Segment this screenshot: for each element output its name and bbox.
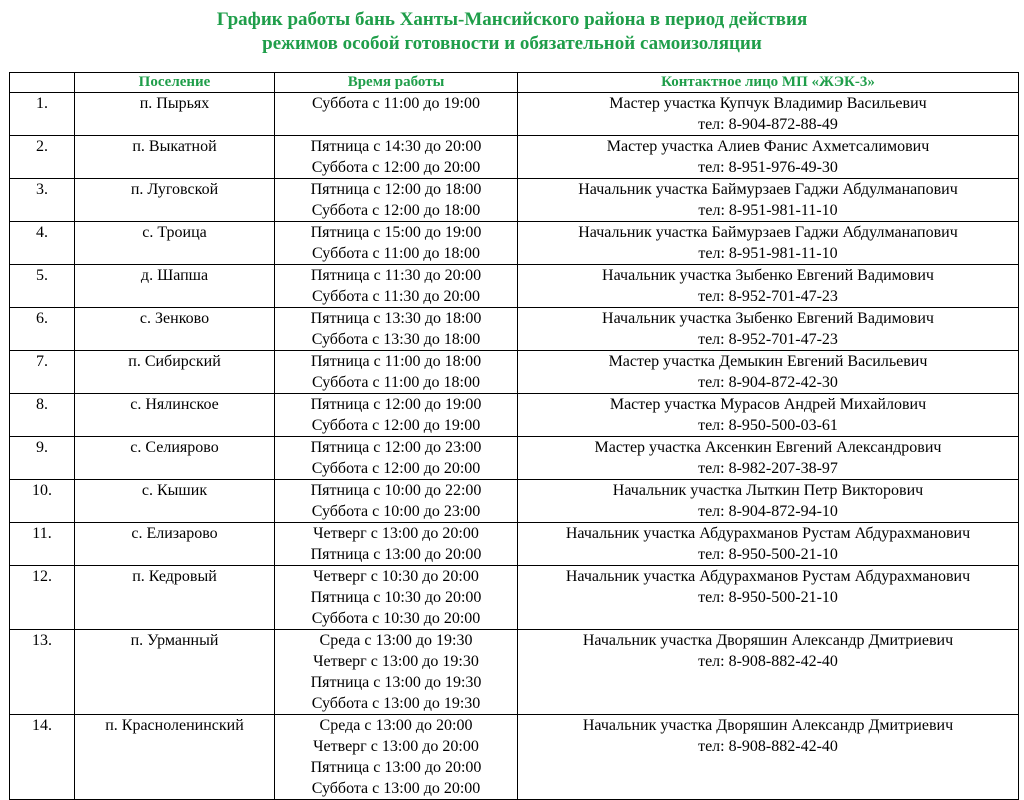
table-row <box>10 265 1019 308</box>
contact-phone: тел: 8-951-976-49-30 <box>698 159 838 176</box>
hours-line: Суббота с 13:00 до 19:30 <box>311 695 481 712</box>
contact-phone: тел: 8-904-872-88-49 <box>698 116 838 133</box>
hours-line: Четверг с 13:00 до 20:00 <box>313 525 479 542</box>
contact-person: Мастер участка Мурасов Андрей Михайлович <box>609 396 927 413</box>
cell-hours <box>275 480 518 523</box>
cell-settlement <box>75 179 275 222</box>
cell-number <box>10 566 75 630</box>
row-number: 3. <box>36 181 48 198</box>
title-line-2: режимов особой готовности и обязательной самоизоляции <box>262 33 762 54</box>
contact-person: Начальник участка Баймурзаев Гаджи Абдулманапович <box>578 181 958 198</box>
table-row <box>10 136 1019 179</box>
contact-person: Начальник участка Баймурзаев Гаджи Абдулманапович <box>578 224 958 241</box>
row-number: 12. <box>32 568 52 585</box>
document-title <box>0 8 1024 56</box>
hours-line: Суббота с 11:00 до 18:00 <box>312 245 480 262</box>
hours-line: Суббота с 12:00 до 20:00 <box>311 159 481 176</box>
hours-line: Пятница с 14:30 до 20:00 <box>310 138 482 155</box>
hours-line: Четверг с 10:30 до 20:00 <box>313 568 479 585</box>
row-number: 10. <box>32 482 52 499</box>
settlement-name: п. Луговской <box>130 181 219 198</box>
header-number <box>10 73 75 93</box>
hours-line: Суббота с 11:00 до 19:00 <box>312 95 480 112</box>
hours-line: Пятница с 12:00 до 18:00 <box>310 181 482 198</box>
table-row <box>10 93 1019 136</box>
cell-number <box>10 437 75 480</box>
cell-number <box>10 308 75 351</box>
table-row <box>10 394 1019 437</box>
hours-line: Пятница с 13:30 до 18:00 <box>310 310 482 327</box>
cell-number <box>10 523 75 566</box>
hours-line: Суббота с 12:00 до 19:00 <box>311 417 481 434</box>
hours-line: Суббота с 10:30 до 20:00 <box>311 610 481 627</box>
hours-line: Пятница с 13:00 до 19:30 <box>310 674 482 691</box>
contact-phone: тел: 8-952-701-47-23 <box>698 288 838 305</box>
cell-hours <box>275 566 518 630</box>
settlement-name: п. Сибирский <box>128 353 221 370</box>
cell-contact <box>518 179 1019 222</box>
contact-phone: тел: 8-950-500-03-61 <box>698 417 838 434</box>
hours-line: Пятница с 11:30 до 20:00 <box>310 267 482 284</box>
settlement-name: п. Пырьях <box>139 95 210 112</box>
cell-contact <box>518 308 1019 351</box>
cell-number <box>10 179 75 222</box>
contact-phone: тел: 8-908-882-42-40 <box>698 653 838 670</box>
cell-number <box>10 351 75 394</box>
hours-line: Суббота с 13:00 до 20:00 <box>311 780 481 797</box>
title-line-1: График работы бань Ханты-Мансийского района в период действия <box>216 9 808 30</box>
contact-phone: тел: 8-908-882-42-40 <box>698 738 838 755</box>
cell-number <box>10 480 75 523</box>
table-row <box>10 179 1019 222</box>
cell-settlement <box>75 351 275 394</box>
hours-line: Суббота с 12:00 до 20:00 <box>311 460 481 477</box>
table-row <box>10 351 1019 394</box>
cell-hours <box>275 437 518 480</box>
cell-hours <box>275 179 518 222</box>
row-number: 4. <box>36 224 48 241</box>
contact-person: Мастер участка Демыкин Евгений Васильевич <box>608 353 928 370</box>
settlement-name: п. Урманный <box>130 632 219 649</box>
cell-number <box>10 394 75 437</box>
schedule-table <box>9 72 1019 800</box>
hours-line: Среда с 13:00 до 20:00 <box>319 717 473 734</box>
contact-person: Начальник участка Дворяшин Александр Дмитриевич <box>582 632 954 649</box>
header-row <box>10 73 1019 93</box>
hours-line: Пятница с 10:30 до 20:00 <box>310 589 482 606</box>
row-number: 9. <box>36 439 48 456</box>
table-row <box>10 566 1019 630</box>
cell-hours <box>275 222 518 265</box>
settlement-name: с. Елизарово <box>131 525 218 542</box>
contact-phone: тел: 8-982-207-38-97 <box>698 460 838 477</box>
table-row <box>10 437 1019 480</box>
cell-hours <box>275 93 518 136</box>
cell-contact <box>518 437 1019 480</box>
cell-number <box>10 265 75 308</box>
cell-hours <box>275 308 518 351</box>
cell-contact <box>518 523 1019 566</box>
settlement-name: с. Зенково <box>139 310 210 327</box>
table-row <box>10 523 1019 566</box>
hours-line: Суббота с 13:30 до 18:00 <box>311 331 481 348</box>
row-number: 14. <box>32 717 52 734</box>
hours-line: Пятница с 11:00 до 18:00 <box>310 353 482 370</box>
table-row <box>10 480 1019 523</box>
cell-settlement <box>75 437 275 480</box>
cell-contact <box>518 715 1019 800</box>
hours-line: Пятница с 13:00 до 20:00 <box>310 546 482 563</box>
contact-phone: тел: 8-950-500-21-10 <box>698 546 838 563</box>
header-settlement: Поселение <box>75 73 275 93</box>
row-number: 8. <box>36 396 48 413</box>
cell-contact <box>518 93 1019 136</box>
cell-settlement <box>75 308 275 351</box>
cell-hours <box>275 351 518 394</box>
hours-line: Суббота с 11:00 до 18:00 <box>312 374 480 391</box>
settlement-name: с. Кышик <box>141 482 208 499</box>
cell-number <box>10 136 75 179</box>
cell-contact <box>518 136 1019 179</box>
row-number: 11. <box>32 525 52 542</box>
cell-settlement <box>75 566 275 630</box>
contact-person: Начальник участка Зыбенко Евгений Вадимович <box>602 267 934 284</box>
row-number: 5. <box>36 267 48 284</box>
settlement-name: с. Селиярово <box>130 439 219 456</box>
cell-contact <box>518 265 1019 308</box>
contact-person: Мастер участка Купчук Владимир Васильевич <box>609 95 927 112</box>
cell-settlement <box>75 715 275 800</box>
settlement-name: п. Красноленинский <box>105 717 244 734</box>
cell-hours <box>275 394 518 437</box>
cell-contact <box>518 351 1019 394</box>
header-hours: Время работы <box>275 73 518 93</box>
cell-number <box>10 630 75 715</box>
cell-hours <box>275 265 518 308</box>
cell-contact <box>518 630 1019 715</box>
contact-person: Начальник участка Абдурахманов Рустам Абдурахманович <box>565 568 971 585</box>
settlement-name: с. Нялинское <box>130 396 219 413</box>
contact-phone: тел: 8-904-872-42-30 <box>698 374 838 391</box>
contact-person: Начальник участка Зыбенко Евгений Вадимович <box>602 310 934 327</box>
cell-number <box>10 715 75 800</box>
cell-settlement <box>75 523 275 566</box>
cell-settlement <box>75 265 275 308</box>
settlement-name: с. Троица <box>142 224 207 241</box>
settlement-name: д. Шапша <box>140 267 209 284</box>
cell-settlement <box>75 222 275 265</box>
contact-phone: тел: 8-904-872-94-10 <box>698 503 838 520</box>
row-number: 7. <box>36 353 48 370</box>
hours-line: Четверг с 13:00 до 20:00 <box>313 738 479 755</box>
cell-hours <box>275 523 518 566</box>
cell-contact <box>518 566 1019 630</box>
hours-line: Пятница с 13:00 до 20:00 <box>310 759 482 776</box>
table-row <box>10 222 1019 265</box>
cell-hours <box>275 715 518 800</box>
cell-contact <box>518 394 1019 437</box>
cell-settlement <box>75 630 275 715</box>
cell-number <box>10 222 75 265</box>
contact-person: Мастер участка Алиев Фанис Ахметсалимович <box>606 138 930 155</box>
cell-settlement <box>75 480 275 523</box>
table-row <box>10 715 1019 800</box>
cell-settlement <box>75 93 275 136</box>
contact-person: Начальник участка Лыткин Петр Викторович <box>612 482 924 499</box>
hours-line: Среда с 13:00 до 19:30 <box>319 632 473 649</box>
hours-line: Пятница с 15:00 до 19:00 <box>310 224 482 241</box>
cell-settlement <box>75 136 275 179</box>
table-row <box>10 630 1019 715</box>
contact-phone: тел: 8-951-981-11-10 <box>698 245 838 262</box>
header-contact: Контактное лицо МП «ЖЭК-3» <box>518 73 1019 93</box>
cell-settlement <box>75 394 275 437</box>
row-number: 13. <box>32 632 52 649</box>
table-row <box>10 308 1019 351</box>
cell-contact <box>518 222 1019 265</box>
hours-line: Пятница с 12:00 до 19:00 <box>310 396 482 413</box>
contact-phone: тел: 8-951-981-11-10 <box>698 202 838 219</box>
cell-hours <box>275 630 518 715</box>
row-number: 2. <box>36 138 48 155</box>
cell-contact <box>518 480 1019 523</box>
contact-phone: тел: 8-952-701-47-23 <box>698 331 838 348</box>
hours-line: Суббота с 12:00 до 18:00 <box>311 202 481 219</box>
contact-person: Начальник участка Абдурахманов Рустам Абдурахманович <box>565 525 971 542</box>
contact-person: Мастер участка Аксенкин Евгений Александрович <box>594 439 942 456</box>
hours-line: Пятница с 12:00 до 23:00 <box>310 439 482 456</box>
cell-hours <box>275 136 518 179</box>
row-number: 6. <box>36 310 48 327</box>
row-number: 1. <box>36 95 48 112</box>
cell-number <box>10 93 75 136</box>
hours-line: Суббота с 11:30 до 20:00 <box>312 288 480 305</box>
contact-person: Начальник участка Дворяшин Александр Дмитриевич <box>582 717 954 734</box>
settlement-name: п. Кедровый <box>132 568 217 585</box>
settlement-name: п. Выкатной <box>132 138 217 155</box>
hours-line: Пятница с 10:00 до 22:00 <box>310 482 482 499</box>
hours-line: Суббота с 10:00 до 23:00 <box>311 503 481 520</box>
hours-line: Четверг с 13:00 до 19:30 <box>313 653 479 670</box>
contact-phone: тел: 8-950-500-21-10 <box>698 589 838 606</box>
